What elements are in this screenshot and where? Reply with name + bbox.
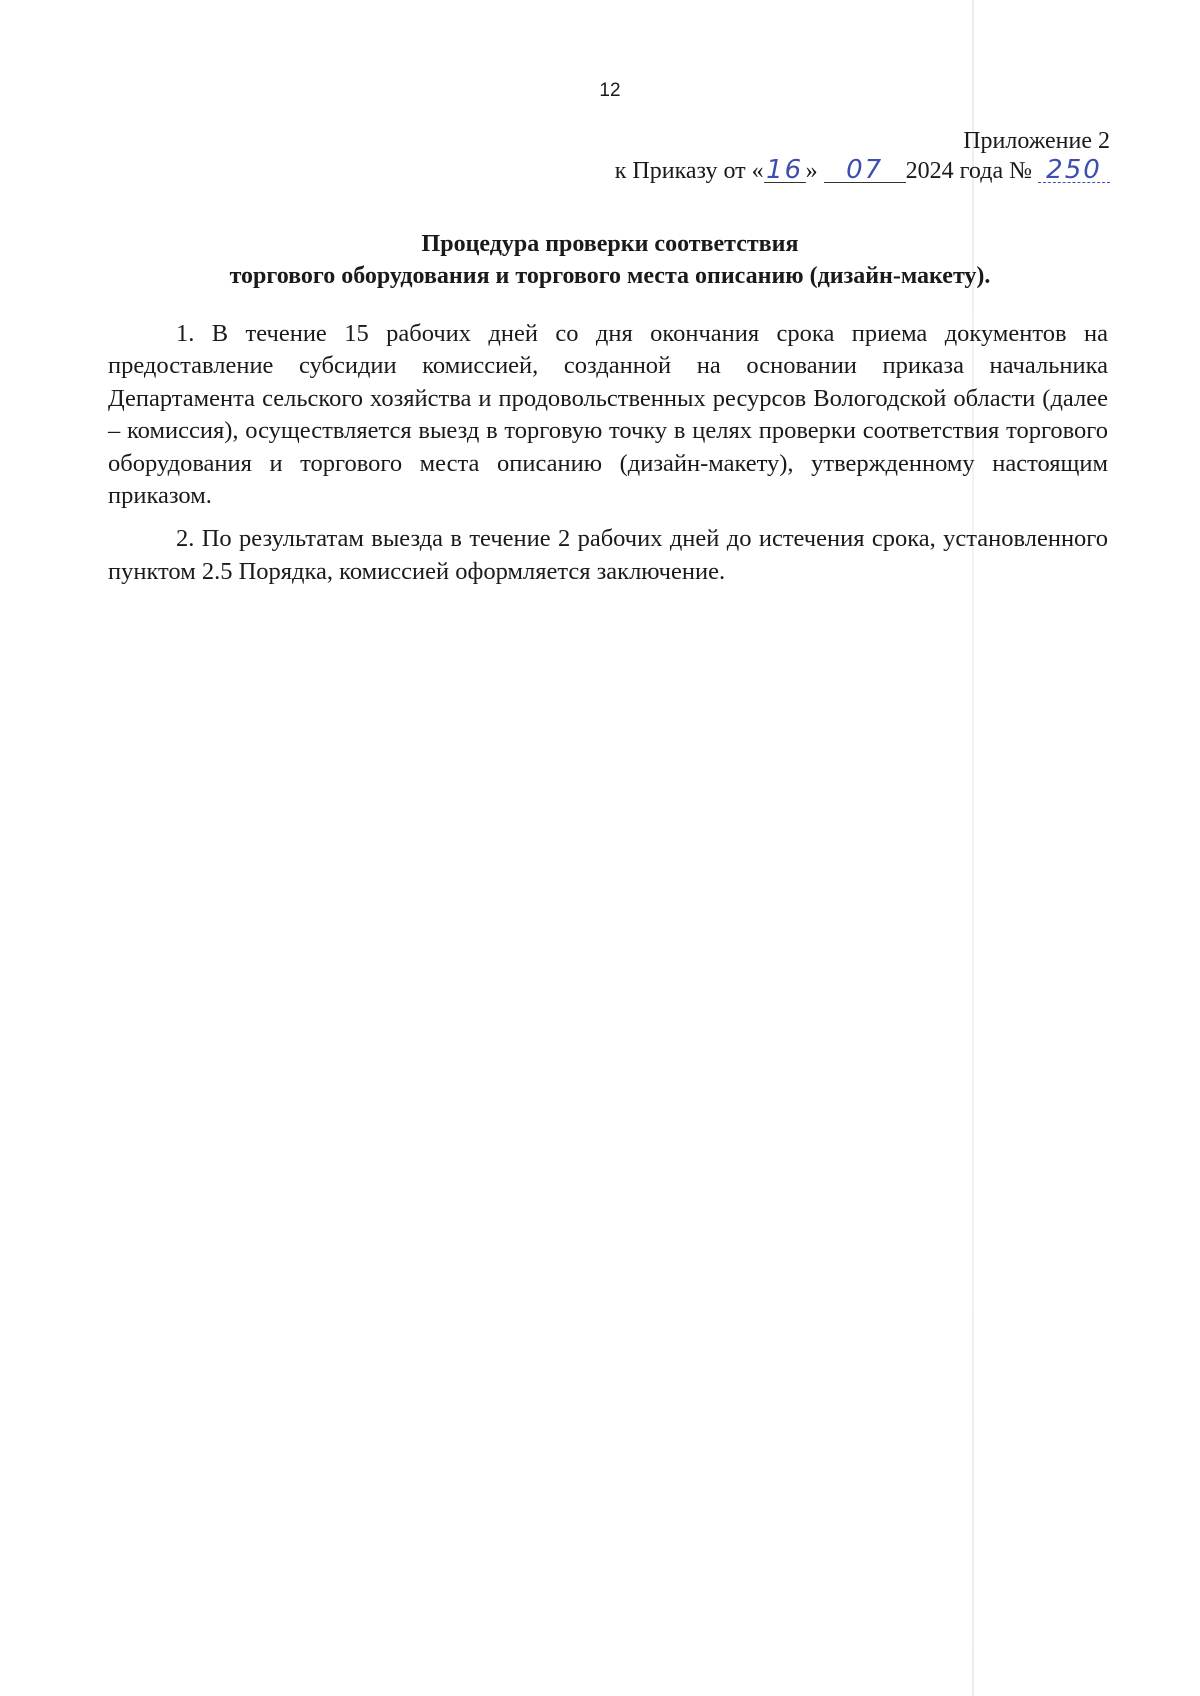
order-number-field <box>1038 155 1110 185</box>
order-day-field <box>764 155 806 185</box>
paragraph-1: 1. В течение 15 рабочих дней со дня окончания срока приема документов на предоставление субсидии комиссией, созданной на основании приказа начальника Департамента сельского хозяйства и продовольственных ресурсов Вологодской области (далее – комиссия), осуществляется выезд в торговую точку в целях проверки соответствия торгового оборудования и торгового места описанию (дизайн-макету), утвержденному настоящим приказом. <box>108 320 1108 510</box>
order-number-handwritten: 250 <box>1046 155 1102 185</box>
document-body <box>108 318 1108 599</box>
paragraph-2: 2. По результатам выезда в течение 2 рабочих дней до истечения срока, установленного пунктом 2.5 Порядка, комиссией оформляется заключение. <box>108 525 1108 585</box>
appendix-header <box>615 126 1110 186</box>
order-reference <box>615 156 1110 186</box>
order-day-handwritten: 16 <box>766 155 804 185</box>
page-number: 12 <box>599 80 621 101</box>
order-month-handwritten: 07 <box>846 155 884 185</box>
appendix-label: Приложение 2 <box>963 128 1110 154</box>
title-line-1: Процедура проверки соответствия <box>421 231 799 257</box>
order-prefix: к Приказу от « <box>614 158 764 184</box>
order-quote-close: » <box>805 158 818 184</box>
order-month-field <box>824 155 906 185</box>
order-year-text: 2024 года № <box>905 158 1032 184</box>
title-line-2: торгового оборудования и торгового места описанию (дизайн-макету). <box>229 263 991 289</box>
document-title <box>110 228 1110 292</box>
